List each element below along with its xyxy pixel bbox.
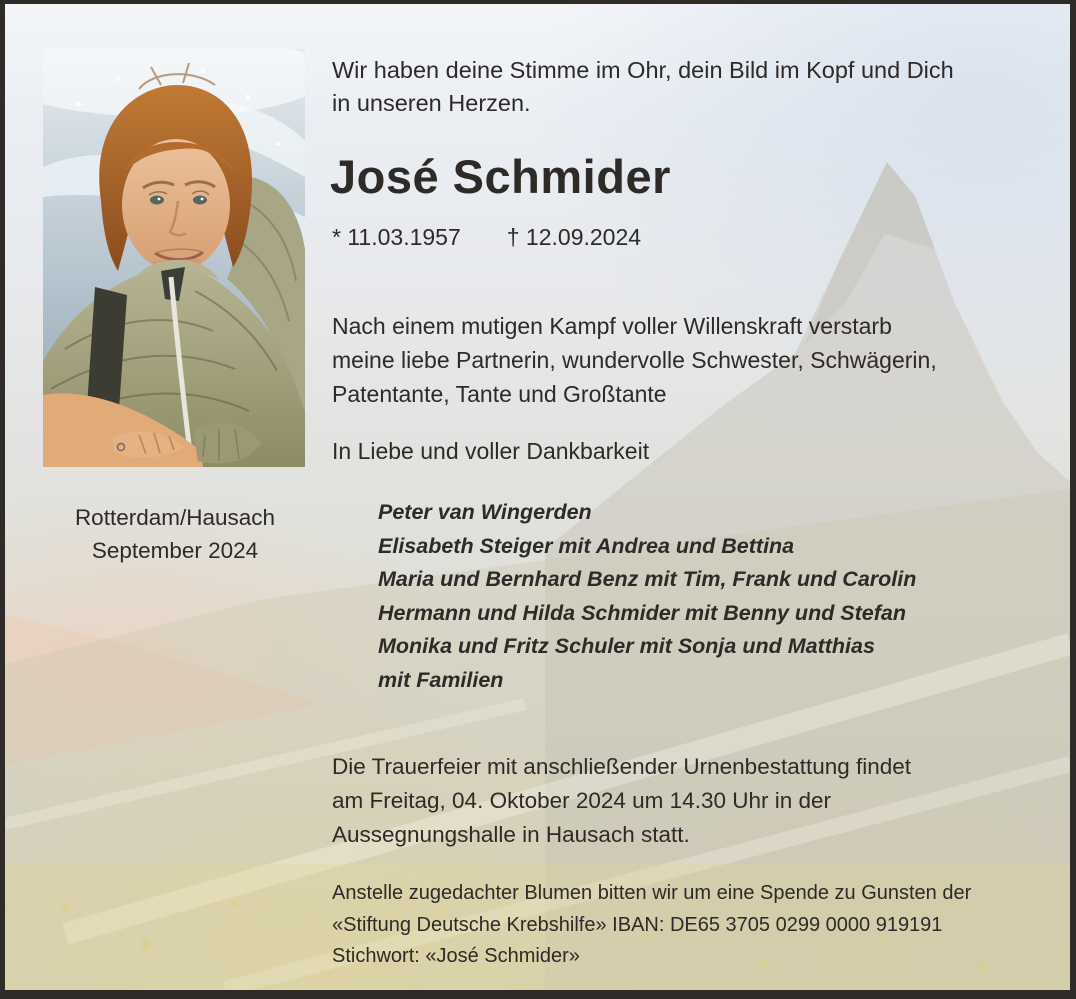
life-dates	[332, 224, 641, 251]
announcement-line: Patentante, Tante und Großtante	[332, 381, 667, 407]
place-line: Rotterdam/Hausach	[74, 505, 276, 530]
donation-line: Stichwort: «José Schmider»	[332, 945, 580, 967]
funeral-info	[332, 750, 911, 852]
epitaph-line: Wir haben deine Stimme im Ohr, dein Bild im Kopf und Dich	[332, 57, 954, 83]
epitaph-line: in unseren Herzen.	[332, 90, 531, 116]
deceased-name: José Schmider	[330, 150, 671, 203]
mourners-list	[378, 496, 916, 697]
mourner-line: Monika und Fritz Schuler mit Sonja und Matthias	[378, 634, 875, 658]
gratitude-line: In Liebe und voller Dankbarkeit	[332, 438, 650, 464]
mourner-line: Maria und Bernhard Benz mit Tim, Frank und Carolin	[378, 567, 917, 591]
funeral-line: Die Trauerfeier mit anschließender Urnenbestattung findet	[332, 754, 912, 779]
portrait-art	[43, 49, 305, 467]
epitaph	[332, 54, 954, 120]
mourner-line: Peter van Wingerden	[378, 500, 592, 524]
funeral-line: Aussegnungshalle in Hausach statt.	[332, 822, 690, 847]
death-date: † 12.09.2024	[506, 224, 642, 250]
announcement-line: meine liebe Partnerin, wundervolle Schwester, Schwägerin,	[332, 347, 937, 373]
place-and-date	[33, 501, 317, 567]
death-announcement	[332, 309, 937, 411]
mourner-line: mit Familien	[378, 667, 504, 692]
donation-line: Anstelle zugedachter Blumen bitten wir um eine Spende zu Gunsten der	[332, 882, 972, 904]
funeral-line: am Freitag, 04. Oktober 2024 um 14.30 Uhr in der	[332, 788, 832, 813]
announcement-line: Nach einem mutigen Kampf voller Willenskraft verstarb	[332, 313, 892, 339]
place-line: September 2024	[91, 538, 259, 563]
obituary-card	[5, 4, 1070, 990]
birth-date: * 11.03.1957	[332, 224, 461, 250]
mourner-line: Hermann und Hilda Schmider mit Benny und Stefan	[378, 600, 907, 625]
donation-note	[332, 878, 971, 973]
portrait-photo	[43, 49, 305, 467]
mourner-line: Elisabeth Steiger mit Andrea und Bettina	[378, 533, 795, 558]
donation-line: «Stiftung Deutsche Krebshilfe» IBAN: DE65 3705 0299 0000 919191	[332, 913, 943, 936]
